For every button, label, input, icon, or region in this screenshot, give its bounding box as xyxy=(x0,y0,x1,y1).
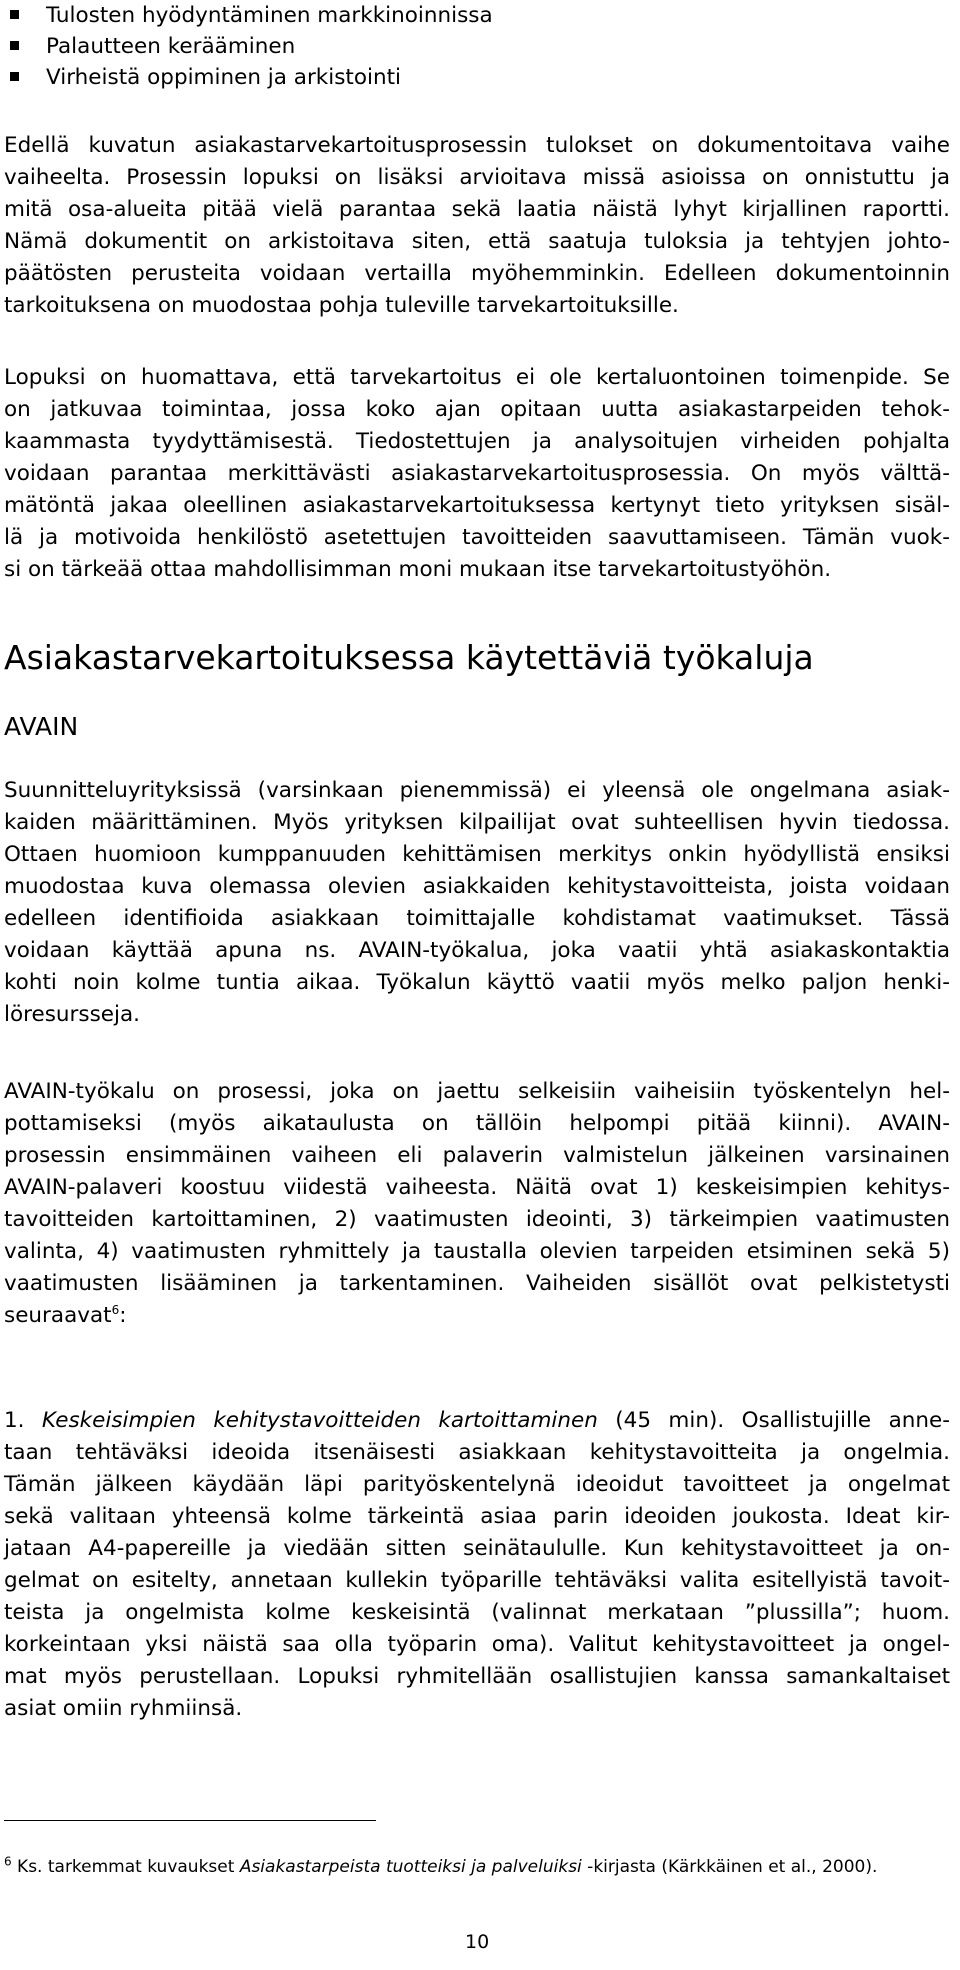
bullet-item: Tulosten hyödyntäminen markkinoinnissa xyxy=(4,0,493,31)
phase-title: Keskeisimpien kehitystavoitteiden kartoittaminen xyxy=(41,1408,598,1433)
footnote-divider xyxy=(4,1820,376,1821)
paragraph-phase-1: 1. Keskeisimpien kehitystavoitteiden kartoittaminen (45 min). Osallistujille anne- taan tehtäväksi ideoida itsenäisesti asiakkaan kehitystavoitteita ja ongelmia. Tämän jälkeen käydään läpi parityöskentelynä ideoidut tavoitteet ja ongelmat sekä valitaan yhteensä kolme tärkeintä asiaa parin ideoiden joukosta. Ideat kir- jataan A4-papereille ja viedään sitten seinätaululle. Kun kehitystavoitteet ja on- gelmat on esitelty, annetaan kullekin työparille tehtäväksi valita esitellyistä tavoit- teista ja ongelmista kolme keskeisintä (valinnat merkataan ”plussilla”; huom. korkeintaan yksi näistä saa olla työparin oma). Valitut kehitystavoitteet ja ongel- mat myös perustellaan. Lopuksi ryhmitellään osallistujien kanssa samankaltaiset asiat omiin ryhmiinsä. xyxy=(4,1408,950,1721)
page-number: 10 xyxy=(465,1931,490,1953)
paragraph-avain-intro: Suunnitteluyrityksissä (varsinkaan pienemmissä) ei yleensä ole ongelmana asiak- kaiden määrittäminen. Myös yrityksen kilpailijat ovat suhteellisen hyvin tiedossa. Ottaen huomioon kumppanuuden kehittämisen merkitys onkin hyödyllistä ensiksi muodostaa kuva olemassa olevien asiakkaiden kehitystavoitteista, joista voidaan edelleen identifioida asiakkaan toimittajalle kohdistamat vaatimukset. Tässä voidaan käyttää apuna ns. AVAIN-työkalua, joka vaatii yhtä asiakaskontaktia kohti noin kolme tuntia aikaa. Työkalun käyttö vaatii myös melko paljon henki- löresursseja. xyxy=(4,778,950,1027)
paragraph-continuous: Lopuksi on huomattava, että tarvekartoitus ei ole kertaluontoinen toimenpide. Se on jatkuvaa toimintaa, jossa koko ajan opitaan uutta asiakastarpeiden tehok- kaammasta tyydyttämisestä. Tiedostettujen ja analysoitujen virheiden pohjalta voidaan parantaa merkittävästi asiakastarvekartoitusprosessia. On myös välttä- mätöntä jakaa oleellinen asiakastarvekartoituksessa kertynyt tieto yrityksen sisäl- lä ja motivoida henkilöstö asetettujen tavoitteiden saavuttamiseen. Tämän vuok- si on tärkeää ottaa mahdollisimman moni mukaan itse tarvekartoitustyöhön. xyxy=(4,365,950,582)
footnote-reference: 6 xyxy=(111,1302,120,1317)
bullet-list xyxy=(4,0,493,93)
footnote-marker: 6 xyxy=(4,1854,12,1869)
paragraph-avain-process: AVAIN-työkalu on prosessi, joka on jaettu selkeisiin vaiheisiin työskentelyn hel- pottamiseksi (myös aikataulusta on tällöin helpompi pitää kiinni). AVAIN- prosessin ensimmäinen vaiheen eli palaverin valmistelun jälkeinen varsinainen AVAIN-palaveri koostuu viidestä vaiheesta. Näitä ovat 1) keskeisimpien kehitys- tavoitteiden kartoittaminen, 2) vaatimusten ideointi, 3) tärkeimpien vaatimusten valinta, 4) vaatimusten ryhmittely ja taustalla olevien tarpeiden etsiminen sekä 5) vaatimusten lisääminen ja tarkentaminen. Vaiheiden sisällöt ovat pelkistetysti seuraavat$^6$: xyxy=(4,1079,950,1328)
footnote: $^6$ Ks. tarkemmat kuvaukset Asiakastarpeista tuotteiksi ja palveluiksi -kirjasta (Kärkkäinen et al., 2000). xyxy=(4,1854,878,1877)
paragraph-documentation: Edellä kuvatun asiakastarvekartoitusprosessin tulokset on dokumentoitava vaihe vaiheelta. Prosessin lopuksi on lisäksi arvioitava missä asioissa on onnistuttu ja mitä osa-alueita pitää vielä parantaa sekä laatia näistä lyhyt kirjallinen raportti. Nämä dokumentit on arkistoitava siten, että saatuja tuloksia ja tehtyjen johto- päätösten perusteita voidaan vertailla myöhemminkin. Edelleen dokumentoinnin tarkoituksena on muodostaa pohja tuleville tarvekartoituksille. xyxy=(4,133,950,318)
section-heading: Asiakastarvekartoituksessa käytettäviä työkaluja xyxy=(4,638,814,677)
bullet-item: Virheistä oppiminen ja arkistointi xyxy=(4,62,493,93)
bullet-square-icon xyxy=(10,41,19,50)
subsection-heading: AVAIN xyxy=(4,712,79,741)
bullet-item: Palautteen kerääminen xyxy=(4,31,493,62)
bullet-square-icon xyxy=(10,10,19,19)
bullet-square-icon xyxy=(10,72,19,81)
book-title: Asiakastarpeista tuotteiksi ja palveluiksi xyxy=(239,1857,582,1877)
